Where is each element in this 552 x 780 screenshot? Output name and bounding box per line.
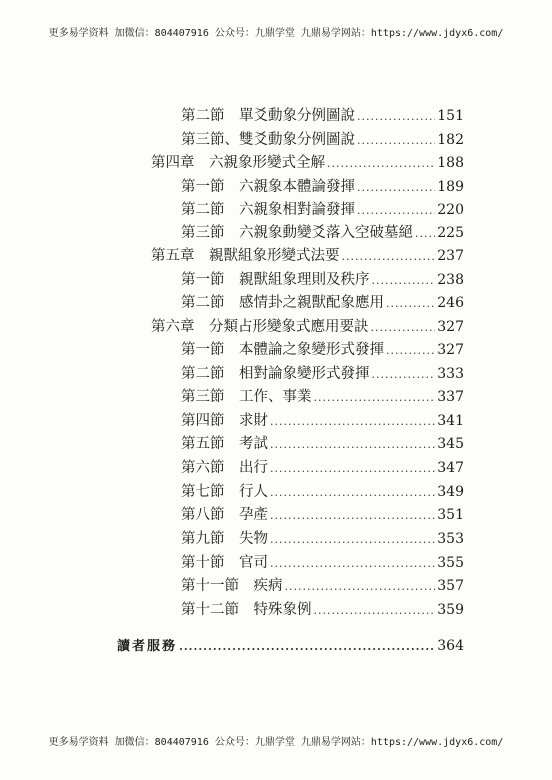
toc-entry-page: 238 xyxy=(437,272,464,288)
toc-entry-page: 220 xyxy=(437,202,464,218)
toc-leader-dots xyxy=(357,176,435,200)
toc-entry xyxy=(181,456,464,480)
toc-reader-service-entry xyxy=(117,634,464,658)
header-banner: 更多易学资料 加微信：804407916 公众号：九鼎学堂 九鼎易学网站：https://www.jdyx6.com/ xyxy=(48,28,504,39)
toc-entry xyxy=(181,385,464,409)
toc-entry-page: 327 xyxy=(437,342,464,358)
toc-entry-label: 第七節 行人 xyxy=(181,484,268,500)
toc-entry-label: 第三節 工作、事業 xyxy=(181,389,312,405)
toc-entry xyxy=(181,128,464,152)
toc-leader-dots xyxy=(179,635,435,659)
toc-entry-label: 第二節 相對論象變形式發揮 xyxy=(181,366,370,382)
toc-entry-label: 第十二節 特殊象例 xyxy=(181,602,312,618)
toc-entry-page: 182 xyxy=(437,132,464,148)
toc-entry-label: 第五章 親獸組象形變式法要 xyxy=(151,248,340,264)
toc-chapter-entry xyxy=(151,244,464,268)
toc-entry xyxy=(181,409,464,433)
toc-entry-label: 第二節 單爻動象分例圖說 xyxy=(181,108,355,124)
toc-leader-dots xyxy=(372,269,436,293)
toc-entry-label: 第五節 考試 xyxy=(181,436,268,452)
footer-banner: 更多易学资料 加微信：804407916 公众号：九鼎学堂 九鼎易学网站：https://www.jdyx6.com/ xyxy=(48,737,504,748)
toc-entry-label: 第三節、雙爻動象分例圖說 xyxy=(181,132,355,148)
toc-chapter-entry xyxy=(151,151,464,175)
toc-leader-dots xyxy=(372,363,436,387)
toc-entry-label: 第四節 求財 xyxy=(181,413,268,429)
toc-leader-dots xyxy=(386,292,435,316)
toc-entry xyxy=(181,198,464,222)
toc-entry-page: 151 xyxy=(437,108,464,124)
toc-leader-dots xyxy=(357,129,435,153)
toc-entry xyxy=(181,574,464,598)
toc-entry xyxy=(181,175,464,199)
toc-leader-dots xyxy=(327,152,435,176)
toc-entry-page: 357 xyxy=(437,578,464,594)
toc-entry-page: 188 xyxy=(437,155,464,171)
toc-entry-label: 第九節 失物 xyxy=(181,531,268,547)
toc-entry-page: 333 xyxy=(437,366,464,382)
toc-entry xyxy=(181,362,464,386)
toc-entry-page: 327 xyxy=(437,319,464,335)
toc-entry xyxy=(181,527,464,551)
toc-entry xyxy=(181,480,464,504)
toc-leader-dots xyxy=(270,552,435,576)
toc-entry-page: 351 xyxy=(437,507,464,523)
toc-leader-dots xyxy=(342,245,436,269)
toc-leader-dots xyxy=(270,504,435,528)
toc-chapter-entry xyxy=(151,315,464,339)
toc-leader-dots xyxy=(357,199,435,223)
toc-leader-dots xyxy=(415,222,435,246)
toc-leader-dots xyxy=(314,386,436,410)
toc-leader-dots xyxy=(386,339,435,363)
toc-entry-label: 第十節 官司 xyxy=(181,555,268,571)
toc-leader-dots xyxy=(270,410,435,434)
toc-entry-page: 189 xyxy=(437,179,464,195)
toc-leader-dots xyxy=(270,433,435,457)
toc-entry-page: 337 xyxy=(437,389,464,405)
toc-entry-label: 第三節 六親象動變爻落入空破墓絕 xyxy=(181,225,413,241)
toc-entry-label: 第一節 本體論之象變形式發揮 xyxy=(181,342,384,358)
toc-entry xyxy=(181,338,464,362)
toc-entry-page: 225 xyxy=(437,225,464,241)
toc-entry xyxy=(181,291,464,315)
toc-entry-page: 364 xyxy=(437,638,464,654)
toc-entry-label: 第六章 分類占形變象式應用要訣 xyxy=(151,319,369,335)
toc-entry xyxy=(181,503,464,527)
toc-entry xyxy=(181,104,464,128)
toc-entry-page: 246 xyxy=(437,295,464,311)
toc-entry-label: 第四章 六親象形變式全解 xyxy=(151,155,325,171)
toc-entry-label: 第八節 孕產 xyxy=(181,507,268,523)
toc-entry-page: 347 xyxy=(437,460,464,476)
toc-leader-dots xyxy=(270,528,435,552)
toc-entry xyxy=(181,598,464,622)
toc-leader-dots xyxy=(270,457,435,481)
toc-entry xyxy=(181,268,464,292)
toc-entry-label: 第一節 親獸組象理則及秩序 xyxy=(181,272,370,288)
toc-entry xyxy=(181,551,464,575)
toc-leader-dots xyxy=(285,575,436,599)
toc-entry-page: 349 xyxy=(437,484,464,500)
toc-entry-label: 第一節 六親象本體論發揮 xyxy=(181,179,355,195)
toc-leader-dots xyxy=(270,481,435,505)
toc-entry xyxy=(181,432,464,456)
toc-entry-page: 237 xyxy=(437,248,464,264)
toc-entry-page: 345 xyxy=(437,436,464,452)
toc-entry-label: 第二節 感情卦之親獸配象應用 xyxy=(181,295,384,311)
toc-entry-page: 359 xyxy=(437,602,464,618)
toc-leader-dots xyxy=(371,316,436,340)
toc-entry-label: 第二節 六親象相對論發揮 xyxy=(181,202,355,218)
toc-entry xyxy=(181,221,464,245)
toc-entry-label: 第十一節 疾病 xyxy=(181,578,283,594)
toc-entry-label: 第六節 出行 xyxy=(181,460,268,476)
toc-entry-page: 341 xyxy=(437,413,464,429)
toc-entry-page: 353 xyxy=(437,531,464,547)
toc-entry-label: 讀者服務 xyxy=(117,639,178,654)
toc-entry-page: 355 xyxy=(437,555,464,571)
toc-leader-dots xyxy=(357,105,435,129)
toc-leader-dots xyxy=(314,599,436,623)
